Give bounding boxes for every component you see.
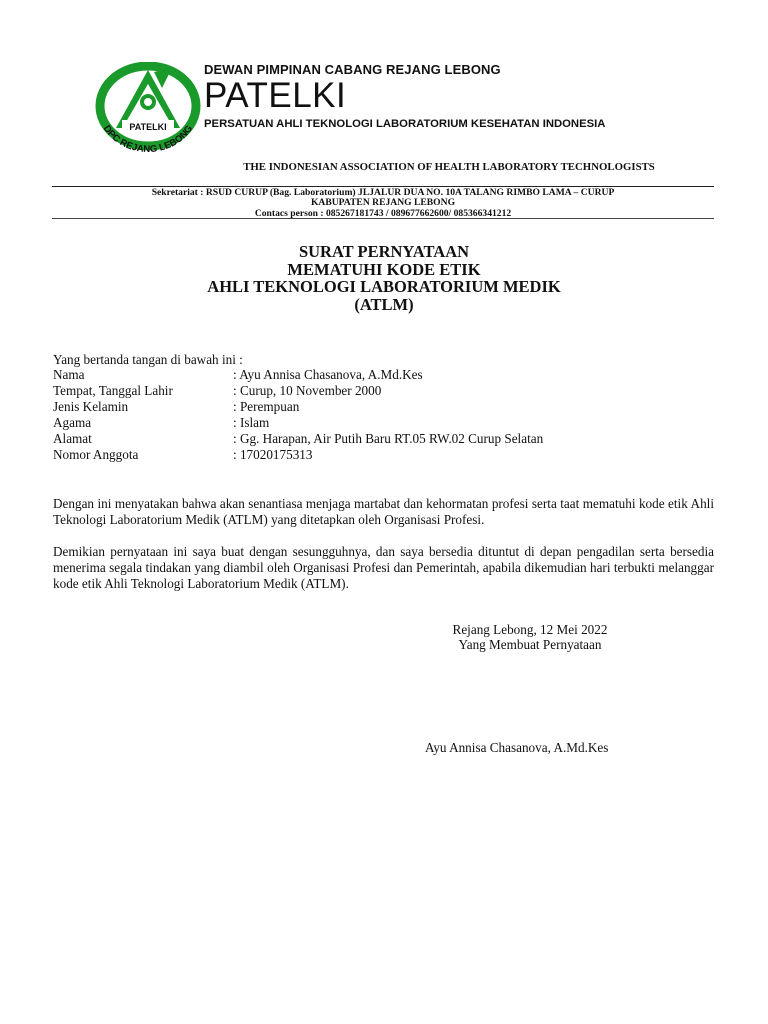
logo-inner-text: PATELKI (129, 122, 167, 132)
org-branch: DEWAN PIMPINAN CABANG REJANG LEBONG (204, 62, 501, 77)
secretariat-address: Sekretariat : RSUD CURUP (Bag. Laboratorium) JLJALUR DUA NO. 10A TALANG RIMBO LAMA – CURUP (151, 187, 615, 198)
org-name: PATELKI (204, 76, 347, 115)
document-title (0, 243, 768, 313)
field-value: : 17020175313 (233, 447, 313, 462)
title-line-4: (ATLM) (354, 294, 414, 314)
field-label: Nomor Anggota (53, 447, 139, 462)
title-line-2: MEMATUHI KODE ETIK (287, 259, 481, 279)
field-value: : Islam (233, 415, 270, 430)
field-label: Jenis Kelamin (53, 399, 129, 414)
signature-name: Ayu Annisa Chasanova, A.Md.Kes (425, 740, 609, 755)
field-label: Agama (53, 415, 92, 430)
org-english-name: THE INDONESIAN ASSOCIATION OF HEALTH LABORATORY TECHNOLOGISTS (243, 161, 655, 173)
title-line-3: AHLI TEKNOLOGI LABORATORIUM MEDIK (207, 277, 561, 296)
secretariat-regency: KABUPATEN REJANG LEBONG (310, 197, 456, 209)
field-label: Tempat, Tanggal Lahir (53, 383, 173, 398)
field-row-ttl (53, 383, 673, 399)
field-label: Alamat (53, 431, 92, 446)
field-row-nama (53, 367, 673, 383)
field-row-gender (53, 399, 673, 415)
field-value: : Perempuan (233, 399, 300, 414)
secretariat-contact: Contacs person : 085267181743 / 089677662600/ 085366341212 (254, 207, 512, 219)
field-label: Nama (53, 367, 85, 382)
patelki-logo (92, 62, 204, 154)
field-row-nomor (53, 447, 673, 463)
intro-text: Yang bertanda tangan di bawah ini : (53, 352, 243, 367)
org-full-name: PERSATUAN AHLI TEKNOLOGI LABORATORIUM KESEHATAN INDONESIA (204, 118, 606, 130)
field-value: : Ayu Annisa Chasanova, A.Md.Kes (233, 367, 423, 382)
logo-arc-text: DPC REJANG LEBONG (100, 123, 196, 154)
header-divider-bottom (52, 218, 714, 219)
closing-paragraph: Demikian pernyataan ini saya buat dengan sesungguhnya, dan saya bersedia dituntut di depan pengadilan serta bersedia menerima segala tindakan yang diambil oleh Organisasi Profesi dan Pemerintah, apabila dikemudian hari terbukti melanggar kode etik Ahli Teknologi Laboratorium Medik (ATLM). (53, 544, 714, 592)
field-row-agama (53, 415, 673, 431)
field-value: : Curup, 10 November 2000 (233, 383, 382, 398)
statement-paragraph: Dengan ini menyatakan bahwa akan senantiasa menjaga martabat dan kehormatan profesi serta taat mematuhi kode etik Ahli Teknologi Laboratorium Medik (ATLM) yang ditetapkan oleh Organisasi Profesi. (53, 496, 714, 528)
signature-role: Yang Membuat Pernyataan (458, 637, 602, 652)
signature-place-date: Rejang Lebong, 12 Mei 2022 (452, 622, 608, 637)
field-value: : Gg. Harapan, Air Putih Baru RT.05 RW.02 Curup Selatan (233, 431, 544, 446)
secretariat-block (52, 188, 714, 219)
title-line-1: SURAT PERNYATAAN (298, 242, 470, 261)
field-row-alamat (53, 431, 673, 447)
